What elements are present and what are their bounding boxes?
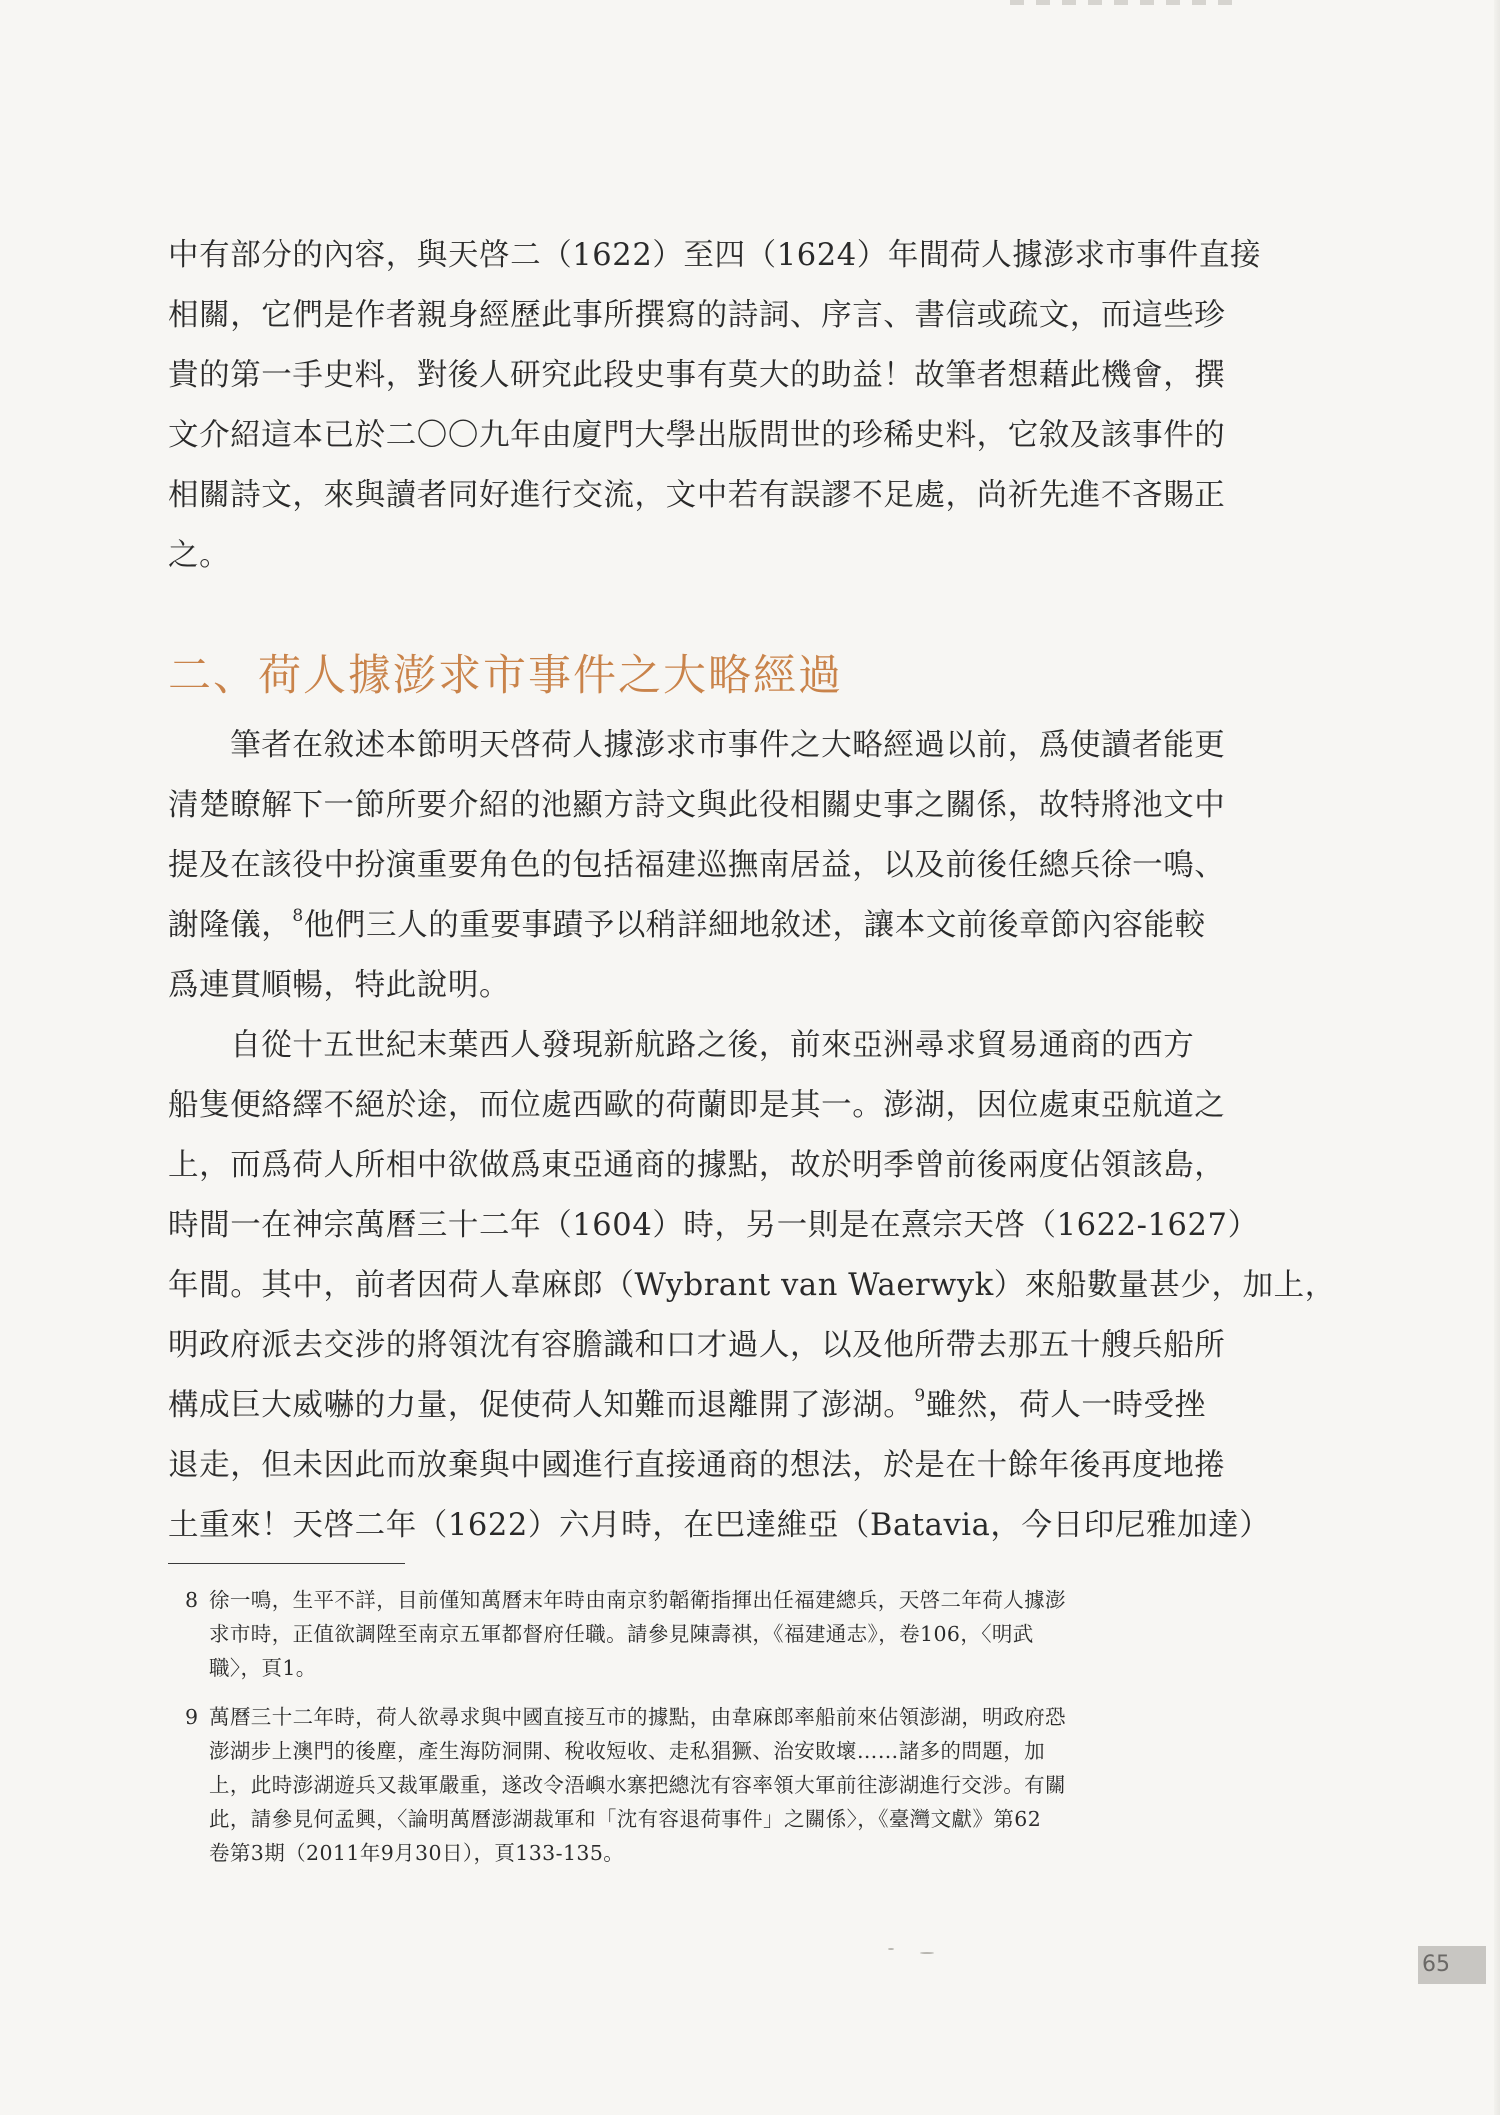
footnote-9-line: 澎湖步上澳門的後塵，產生海防洞開、稅收短收、走私猖獗、治安敗壞……諸多的問題，加 [209,1739,1045,1763]
para1-line: 爲連貫順暢，特此說明。 [168,968,511,1003]
page-edge [1494,0,1500,2115]
intro-line: 相關詩文，來與讀者同好進行交流，文中若有誤謬不足處，尚祈先進不吝賜正 [168,478,1226,513]
intro-line: 之。 [168,538,231,573]
page-number: 65 [1418,1946,1486,1984]
para2-line: 上，而爲荷人所相中欲做爲東亞通商的據點，故於明季曾前後兩度佔領該島， [168,1148,1226,1183]
footnote-divider [168,1563,405,1564]
para2-line: 土重來！天啓二年（1622）六月時，在巴達維亞（Batavia，今日印尼雅加達） [168,1508,1271,1543]
para1-line4-end: 他們三人的重要事蹟予以稍詳細地敘述，讓本文前後章節內容能較 [303,908,1206,943]
para2-line: 明政府派去交涉的將領沈有容膽識和口才過人，以及他所帶去那五十艘兵船所 [168,1328,1226,1363]
footnote-9-line: 卷第3期（2011年9月30日），頁133-135。 [209,1841,625,1865]
para2-line [168,1386,1288,1426]
footnote-9-text: 萬曆三十二年時，荷人欲尋求與中國直接互市的據點，由韋麻郎率船前來佔領澎湖，明政府恐 [209,1705,1066,1729]
intro-line: 貴的第一手史料，對後人研究此段史事有莫大的助益！故筆者想藉此機會，撰 [168,358,1226,393]
intro-line: 相關，它們是作者親身經歷此事所撰寫的詩詞、序言、書信或疏文，而這些珍 [168,298,1226,333]
footnote-ref-9[interactable]: 9 [914,1386,926,1406]
footnote-9-number: 9 [185,1705,199,1729]
footnote-9-line: 此，請參見何孟興，〈論明萬曆澎湖裁軍和「沈有容退荷事件」之關係〉，《臺灣文獻》第62 [209,1807,1042,1831]
footnote-9-line: 上，此時澎湖遊兵又裁軍嚴重，遂改令浯嶼水寨把總沈有容率領大軍前往澎湖進行交涉。有關 [209,1773,1066,1797]
footnote-8-line: 求市時，正值欲調陞至南京五軍都督府任職。請參見陳壽祺，《福建通志》，卷106，〈明武 [209,1622,1034,1646]
footnote-8-line: 職〉，頁1。 [209,1656,317,1680]
para2-line: 退走，但未因此而放棄與中國進行直接通商的想法，於是在十餘年後再度地捲 [168,1448,1226,1483]
scan-dust [888,1948,894,1950]
intro-line: 文介紹這本已於二〇〇九年由廈門大學出版問世的珍稀史料，它敘及該事件的 [168,418,1226,453]
scan-dust [920,1952,934,1954]
footnote-ref-8[interactable]: 8 [292,906,304,926]
footnote-8-line [185,1585,1305,1615]
section-heading: 二、荷人據澎求市事件之大略經過 [168,651,843,701]
para1-line [168,906,1288,946]
footnote-8-number: 8 [185,1588,199,1612]
para2-line: 船隻便絡繹不絕於途，而位處西歐的荷蘭即是其一。澎湖，因位處東亞航道之 [168,1088,1226,1123]
intro-line: 中有部分的內容，與天啓二（1622）至四（1624）年間荷人據澎求市事件直接 [168,238,1262,273]
footnote-8-text: 徐一鳴，生平不詳，目前僅知萬曆末年時由南京豹韜衛指揮出任福建總兵，天啓二年荷人據澎 [209,1588,1066,1612]
para1-line4-start: 謝隆儀， [168,908,293,943]
para2-line7-start: 構成巨大威嚇的力量，促使荷人知難而退離開了澎湖。 [168,1388,915,1423]
para2-line: 時間一在神宗萬曆三十二年（1604）時，另一則是在熹宗天啓（1622-1627） [168,1208,1259,1243]
para2-line: 年間。其中，前者因荷人韋麻郎（Wybrant van Waerwyk）來船數量甚少，加上， [168,1268,1336,1303]
para2-line: 自從十五世紀末葉西人發現新航路之後，前來亞洲尋求貿易通商的西方 [168,1028,1195,1063]
para1-line: 筆者在敘述本節明天啓荷人據澎求市事件之大略經過以前，爲使讀者能更 [168,728,1226,763]
top-scan-marks [1010,0,1240,5]
para1-line: 提及在該役中扮演重要角色的包括福建巡撫南居益，以及前後任總兵徐一鳴、 [168,848,1226,883]
para2-line7-end: 雖然，荷人一時受挫 [925,1388,1206,1423]
footnote-9-line [185,1702,1305,1732]
para1-line: 清楚瞭解下一節所要介紹的池顯方詩文與此役相關史事之關係，故特將池文中 [168,788,1226,823]
